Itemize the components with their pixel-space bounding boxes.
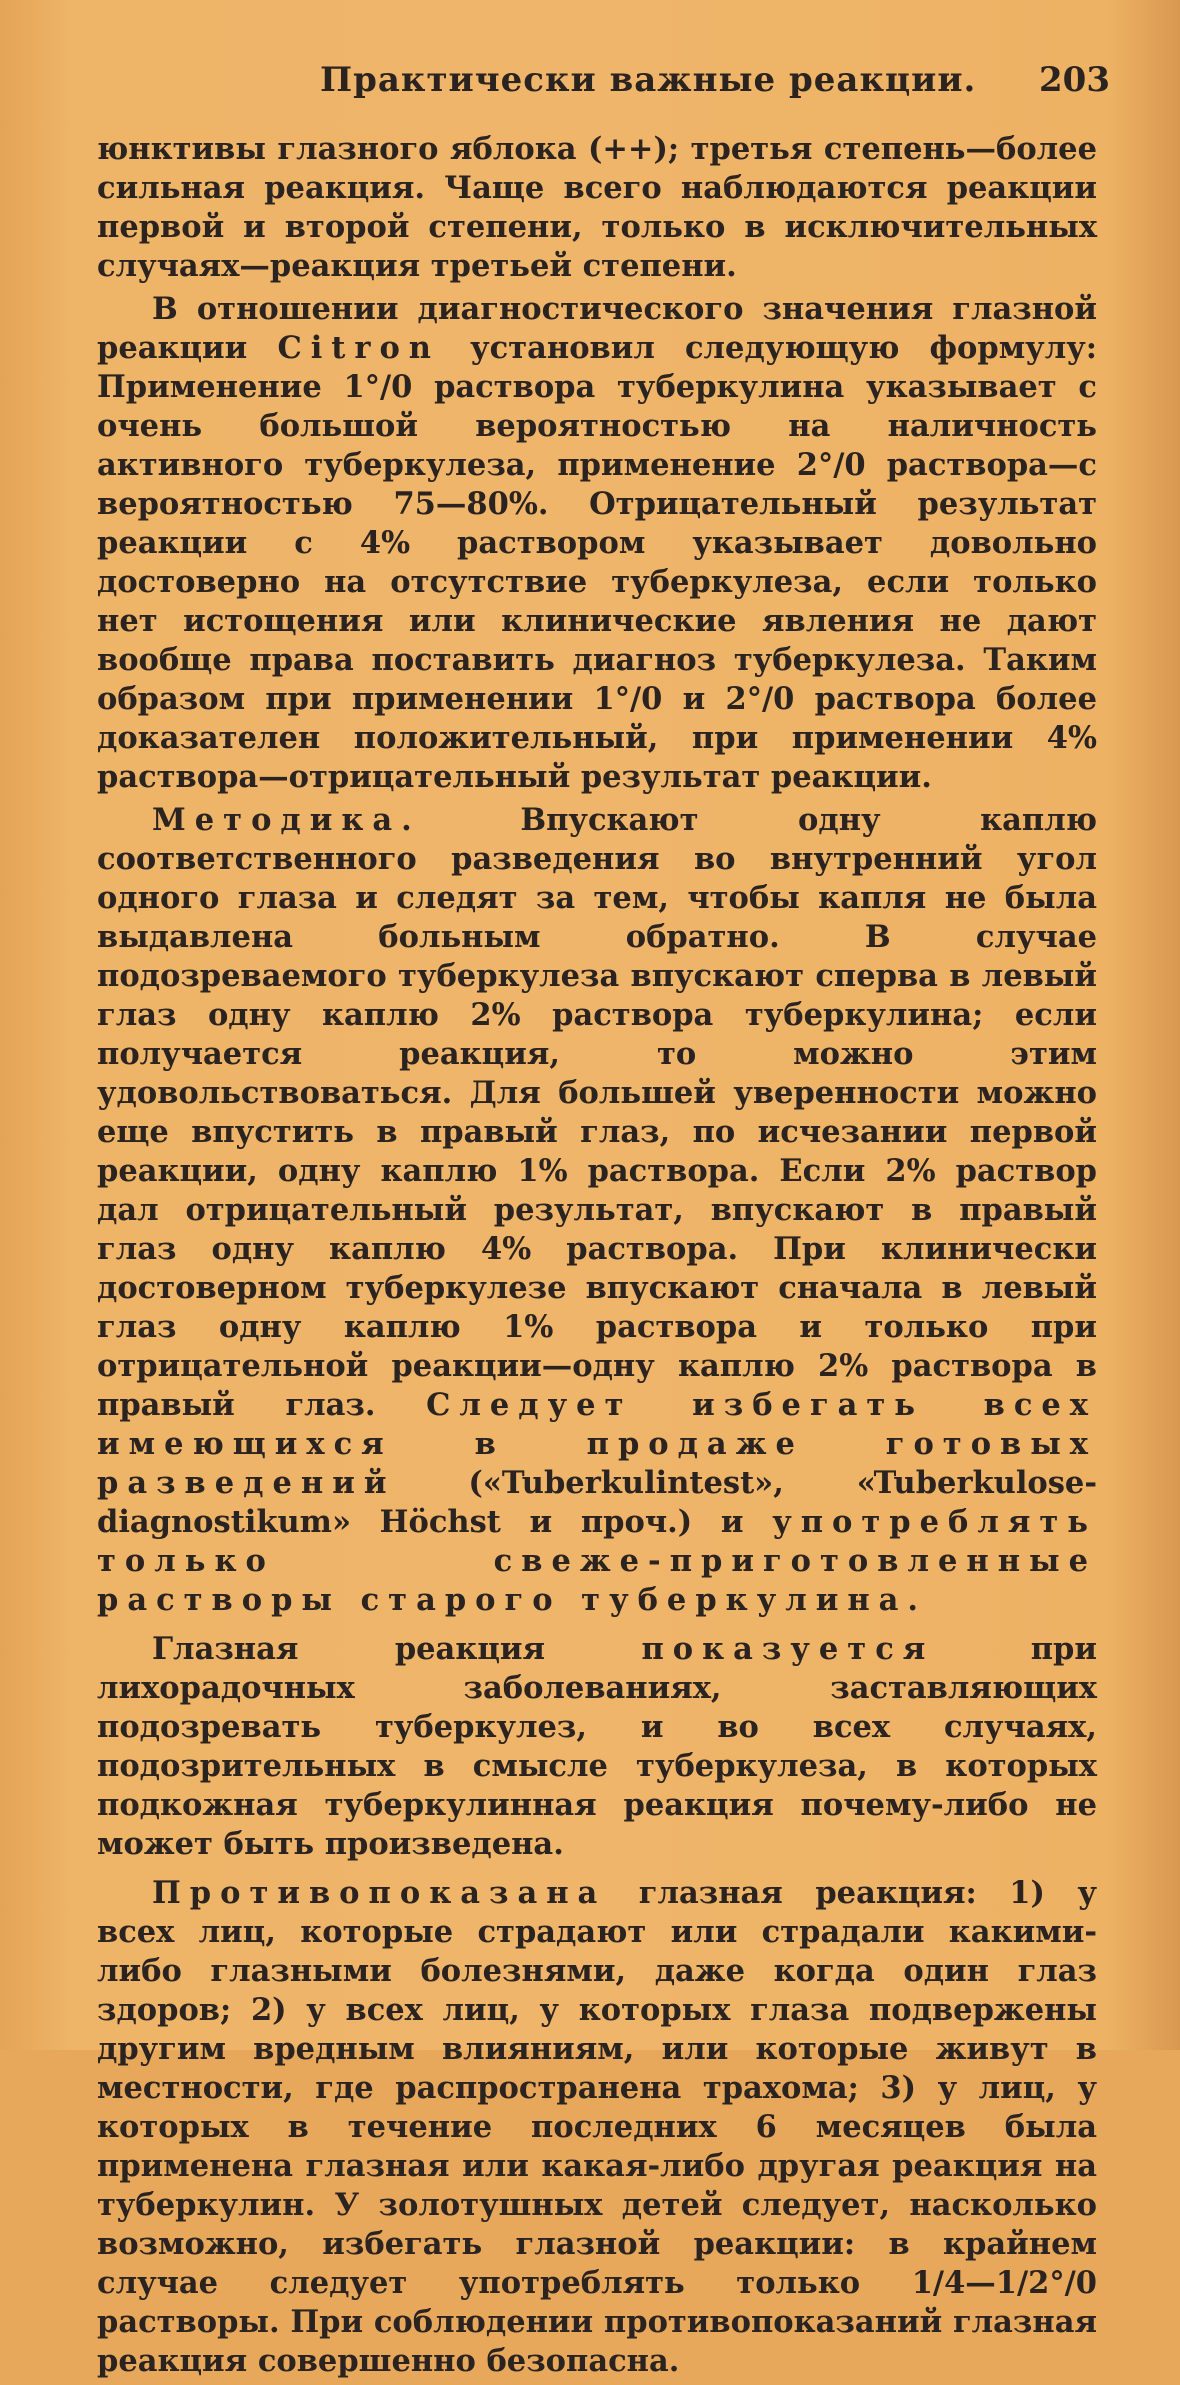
running-title: Практически важные реакции. <box>320 60 977 100</box>
paragraph-2 <box>97 290 1097 797</box>
text-run: («Tuberkulintest», «Tuberkulose-diagnostikum» Höchst и проч.) и <box>97 1465 1097 1540</box>
spaced-emphasis: Противопоказана <box>152 1875 607 1911</box>
text-run: Впускают одну каплю соответственного разведения во внутренний угол одного глаза и следят за тем, чтобы капля не была выдавлена больным обратно. В случае подозреваемого туберкулеза впускают сперва в левый глаз одну каплю 2% раствора туберкулина; если получается реакция, то можно этим удовольствоваться. Для большей уверенности можно еще впустить в правый глаз, по исчезании первой реакции, одну каплю 1% раствора. Если 2% раствор дал отрицательный результат, впускают в правый глаз одну каплю 4% раствора. При клинически достоверном туберкулезе впускают сначала в левый глаз одну каплю 1% раствора и только при отрицательной реакции—одну каплю 2% раствора в правый глаз. <box>97 802 1097 1423</box>
spaced-emphasis: показуется <box>641 1631 935 1667</box>
paragraph-5 <box>97 1874 1097 2381</box>
spaced-heading-method: Методика. <box>152 802 421 838</box>
text-run: В отношении диагностического значения глазной реакции <box>97 291 1097 366</box>
body-text <box>97 130 1097 2385</box>
spaced-author-name: Citron <box>277 330 440 366</box>
paragraph-4 <box>97 1630 1097 1864</box>
text-run: установил следующую формулу: Применение 1°/0 раствора туберкулина указывает с очень большой вероятностью на наличность активного туберкулеза, применение 2°/0 раствора—с вероятностью 75—80%. Отрицательный результат реакции с 4% раствором указывает довольно достоверно на отсутствие туберкулеза, если только нет истощения или клинические явления не дают вообще права поставить диагноз туберкулеза. Таким образом при применении 1°/0 и 2°/0 раствора более доказателен положительный, при применении 4% раствора—отрицательный результат реакции. <box>97 330 1097 795</box>
spaced-emphasis: употреблять только свеже-приготовленные растворы старого туберкулина. <box>97 1504 1097 1618</box>
paragraph-1 <box>97 130 1097 286</box>
paragraph-3 <box>97 801 1097 1620</box>
page-number: 203 <box>1039 60 1110 100</box>
spaced-emphasis: Следует избегать всех имеющихся в продаже готовых разведений <box>97 1387 1097 1501</box>
text-run: глазная реакция: 1) у всех лиц, которые страдают или страдали какими-либо глазными болезнями, даже когда один глаз здоров; 2) у всех лиц, у которых глаза подвержены другим вредным влияниям, или которые живут в местности, где распространена трахома; 3) у лиц, у которых в течение последних 6 месяцев была применена глазная или какая-либо другая реакция на туберкулин. У золотушных детей следует, насколько возможно, избегать глазной реакции: в крайнем случае следует употреблять только 1/4—1/2°/0 растворы. При соблюдении противопоказаний глазная реакция совершенно безопасна. <box>97 1875 1097 2379</box>
text-run: Глазная реакция <box>152 1631 642 1667</box>
page-header <box>95 60 1110 110</box>
text-run: при лихорадочных заболеваниях, заставляющих подозревать туберкулез, и во всех случаях, подозрительных в смысле туберкулеза, в которых подкожная туберкулинная реакция почему-либо не может быть произведена. <box>97 1631 1097 1862</box>
text-run: юнктивы глазного яблока (++); третья степень—более сильная реакция. Чаще всего наблюдаются реакции первой и второй степени, только в исключительных случаях—реакция третьей степени. <box>97 131 1097 284</box>
